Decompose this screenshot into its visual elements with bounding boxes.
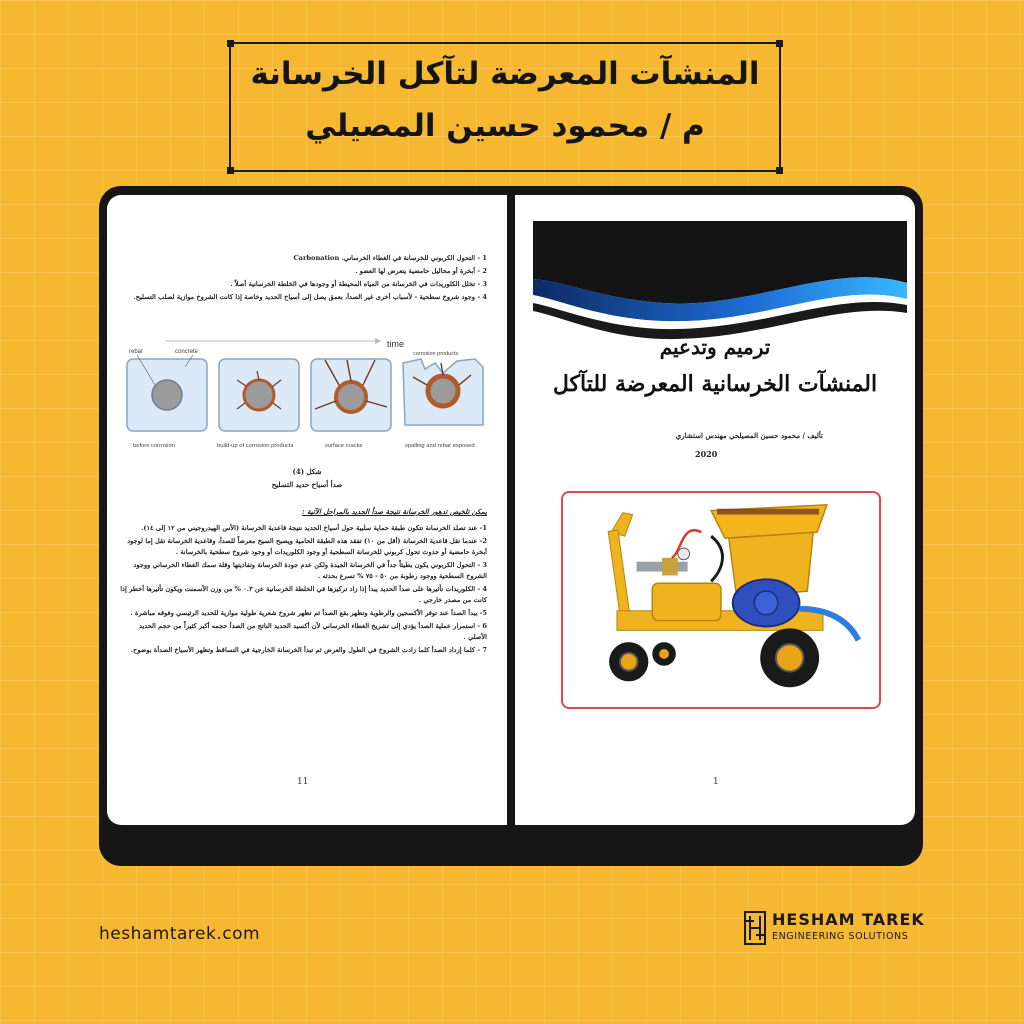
shotcrete-machine-image [563, 493, 875, 703]
cover-year: 2020 [695, 449, 718, 459]
list-item: 4 - وجود شروخ سطحية - لأسباب أخرى غير الصدأ، بعمق يصل إلى أسياخ الحديد وخاصة إذا كانت الشروخ موازية لصلب التسليح. [133, 293, 487, 301]
corrosion-diagram [125, 333, 491, 453]
logo-name: HESHAM TAREK [772, 910, 925, 929]
corner-marker [227, 167, 234, 174]
open-book [99, 186, 923, 836]
stage-label: surface cracks [325, 443, 363, 449]
stage-label: before corrosion [133, 443, 175, 449]
corner-marker [776, 40, 783, 47]
cover-subtitle: المنشآت الخرسانية المعرضة للتآكل [552, 371, 878, 397]
figure-caption: صدأ أسياخ حديد التسليح [271, 480, 343, 489]
title-box [229, 42, 781, 172]
title-line-1: المنشآت المعرضة لتآكل الخرسانة [250, 56, 760, 92]
list-item: 4 - الكلوريدات تأثيرها على صدأ الحديد يبدأ إذا زاد تركيزها في الخلطة الخرسانية عن ٠.٣ % من وزن الأسمنت ويكون تأثيرها أخطر إذا كانت من مصدر خارجي . [120, 585, 487, 604]
concrete-label: concrete [175, 349, 199, 355]
cover-author: تأليف / محمود حسين المصيلحي مهندس استشاري [675, 431, 823, 440]
time-label: time [387, 339, 405, 349]
list-item: 2- عندما تقل قاعدية الخرسانة (أقل من ١٠) تفقد هذه الطبقة الحامية ويصبح السيخ معرضاً للصدأ، وقاعدية الخرسانة تقل إما لوجود أبخرة حامضية أو حدوث تحول كربوني للخرسانة السطحية أو وجود الكلوريدات أو وجود شروخ سطحية بالخرسانة . [127, 537, 487, 556]
causes-list [119, 253, 487, 305]
stage-label: build-up of corrosion products [217, 443, 294, 449]
right-page [515, 195, 915, 825]
corner-marker [776, 167, 783, 174]
stages-heading: يمكن تلخيص تدهور الخرسانة نتيجة صدأ الحديد بالمراحل الآتية : [302, 507, 487, 516]
cover-banner [533, 221, 907, 351]
list-item: 3 - التحول الكربوني يكون بطيئاً جداً في الخرسانة الجيدة ولكن عدم جودة الخرسانة وتفاذيتها وقلة سمك الغطاء الخرساني ووجود الشروخ السطحية ووجود رطوبة من ٥٠ - ٧٥ % تسرع بحدثه . [133, 561, 487, 580]
stage-label: spalling and rebar exposed [405, 443, 475, 449]
page-number: 1 [713, 777, 719, 787]
stage-1-rebar [152, 380, 182, 410]
list-item: 1 - التحول الكربوني للخرسانة في الغطاء الخرساني. Carbonation [293, 254, 487, 262]
cover-title: ترميم وتدعيم [659, 335, 771, 359]
page-number: 11 [297, 777, 309, 787]
logo-mark-icon [744, 911, 766, 945]
brand-logo [744, 910, 934, 946]
logo-subtitle: ENGINEERING SOLUTIONS [772, 931, 909, 942]
list-item: 5- يبدأ الصدأ عند توفر الأكسجين والرطوبة وتظهر بقع الصدأ ثم تظهر شروخ شعرية طولية موازية للحديد الرئيسي وفوقه مباشرة . [130, 609, 487, 617]
website-link[interactable]: heshamtarek.com [99, 924, 261, 944]
list-item: 2 - أبخرة أو محاليل حامضية يتعرض لها العضو . [355, 267, 487, 275]
rebar-label: rebar [129, 349, 144, 355]
figure-number: شكل (4) [292, 467, 322, 476]
corner-marker [227, 40, 234, 47]
list-item: 6 - استمرار عملية الصدأ يؤدي إلى تشريخ الغطاء الخرساني لأن أكسيد الحديد الناتج من الصدأ حجمه أكبر كثيراً من حجم الحديد الأصلي . [138, 622, 487, 641]
stage-4-rebar [428, 376, 458, 406]
list-item: 7 - كلما إزداد الصدأ كلما زادت الشروخ في الطول والعرض ثم تبدأ الخرسانة الخارجية في التساقط وتظهر الأسياخ الصدأة بوضوح. [130, 646, 487, 654]
machine-photo [561, 491, 881, 709]
products-label: corrosion products [413, 351, 459, 357]
stage-3-rebar [336, 382, 366, 412]
list-item: 3 - تخلل الكلوريدات في الخرسانة من المياه المحيطة أو وجودها في الخلطة الخرسانية أصلاً . [230, 280, 487, 288]
stages-list [119, 523, 487, 658]
list-item: 1- عند تصلد الخرسانة تتكون طبقة حماية سلبية حول أسياخ الحديد نتيجة قاعدية الخرسانة (الأس الهيدروجيني من ١٢ إلى ١٤). [141, 524, 487, 532]
title-line-2: م / محمود حسين المصيلي [305, 108, 705, 144]
stage-2-rebar [244, 380, 274, 410]
left-page [107, 195, 507, 825]
time-arrow-head [375, 338, 381, 344]
